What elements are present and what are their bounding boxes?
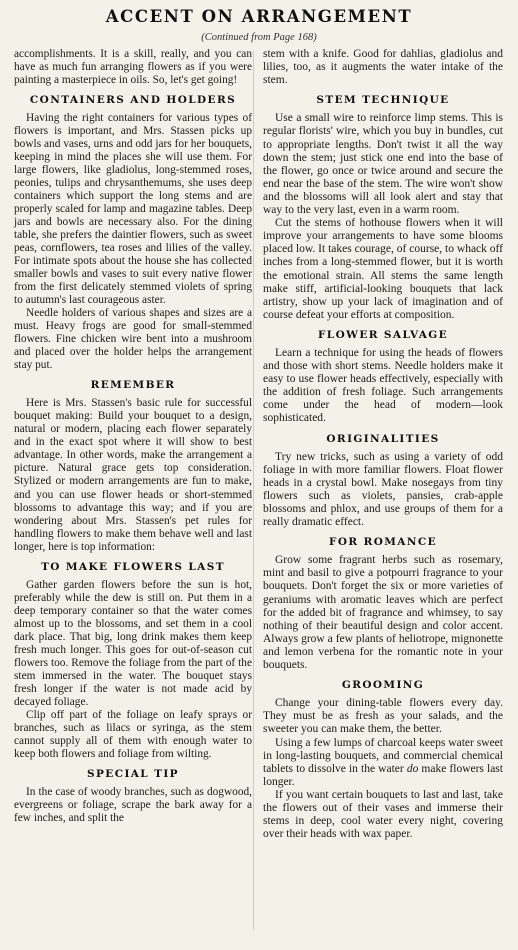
body-paragraph: In the case of woody branches, such as dogwood, evergreens or foliage, scrape the bark away for a few inches, and split the <box>14 785 252 824</box>
body-paragraph: Cut the stems of hothouse flowers when it will improve your arrangements to have some blooms placed low. It takes courage, of course, to whack off inches from a long-stemmed flower, but it is worth the emotional strain. All stems the same length make stiff, artificial-looking bouquets that lack artistry, show up your lack of imagination and of course defeat your efforts at composition. <box>263 217 503 321</box>
section-heading-remember: REMEMBER <box>90 379 176 392</box>
continued-note: (Continued from Page 168) <box>201 32 317 43</box>
right-column <box>263 48 503 950</box>
column-divider <box>253 50 254 930</box>
body-paragraph <box>263 737 503 789</box>
page-title: ACCENT ON ARRANGEMENT <box>105 7 413 26</box>
body-paragraph: If you want certain bouquets to last and last, take the flowers out of their vases and immerse their stems in deep, cool water every night, covering over their heads with wax paper. <box>263 788 503 841</box>
body-paragraph: Here is Mrs. Stassen's basic rule for successful bouquet making: Build your bouquet to a design, natural or modern, placing each flower separately and in the exact spot where it will show to best advantage. In other words, make the arrangement a picture. Natural grace gets top consideration. Stylized or modern arrangements are fun to make, and you can use flower heads or short-stemmed blossoms to advantage this way; and if you are wondering about Mrs. Stassen's pet rules for handling flowers to make them behave well and last longer, here is top information: <box>14 397 252 553</box>
body-paragraph: Needle holders of various shapes and sizes are a must. Heavy frogs are good for small-stemmed flowers. Fine chicken wire bent into a mushroom and placed over the holder helps the arrangement stay put. <box>14 307 252 372</box>
body-paragraph: Use a small wire to reinforce limp stems. This is regular florists' wire, which you buy in bundles, cut to appropriate lengths. Don't twist it all the way down the stem; just stick one end into the base of the flower, go once or twice around and secure the end near the base of the stem. The wire won't show and the blossoms will all look alert and stay that way to the very last, even in a warm room. <box>263 112 503 217</box>
emphasis-text: do <box>406 762 419 775</box>
body-paragraph: Having the right containers for various types of flowers is important, and Mrs. Stassen picks up bowls and vases, urns and odd jars for her bouquets, keeping in mind the places she will use them. For large flowers, like gladiolus, long-stemmed roses, peonies, tulips and chrysanthemums, she uses deep containers which support the long stems and are properly scaled for lamp and magazine tables. Deep jars and bowls are necessary also. For the dining table, she prefers the daintier flowers, such as sweet peas, cornflowers, tea roses and lilies of the valley. For intimate spots about the house she has collected smaller bowls and vases to suit every native flower from the first delicately stemmed violets of spring to autumn's last courageous aster. <box>14 112 252 307</box>
body-paragraph: Try new tricks, such as using a variety of odd foliage in with more familiar flowers. Float flower heads in a crystal bowl. Make nosegays from tiny flowers such as violets, pansies, crab-apple blossoms and phlox, and use groups of them for a really dramatic effect. <box>263 450 503 529</box>
section-heading-make-last: TO MAKE FLOWERS LAST <box>41 560 225 573</box>
intro-paragraph: stem with a knife. Good for dahlias, gladiolus and lilies, too, as it augments the water intake of the stem. <box>263 48 503 87</box>
intro-paragraph: accomplishments. It is a skill, really, and you can have as much fun arranging flowers as if you were painting a masterpiece in oils. So, let's get going! <box>14 48 252 87</box>
text-run: make flowers last longer. <box>263 762 503 788</box>
section-heading-special-tip: SPECIAL TIP <box>87 767 179 780</box>
left-column <box>14 48 252 950</box>
section-heading-originalities: ORIGINALITIES <box>326 432 440 445</box>
text-run: Using a few lumps of charcoal keeps water sweet in long-lasting bouquets, and commercial chemical tablets to dissolve in the water <box>263 736 503 775</box>
body-paragraph: Clip off part of the foliage on leafy sprays or branches, such as lilacs or syringa, as the stem cannot supply all of them with enough water to keep both flowers and foliage from wilting. <box>14 708 252 760</box>
section-heading-flower-salvage: FLOWER SALVAGE <box>317 328 449 341</box>
section-heading-containers: CONTAINERS AND HOLDERS <box>29 94 237 107</box>
body-paragraph: Learn a technique for using the heads of flowers and those with short stems. Needle holders make it easy to use flower heads effectively, especially with the addition of fresh foliage. Such arrangements come under the head of modern—look sophisticated. <box>263 346 503 425</box>
section-heading-stem-technique: STEM TECHNIQUE <box>316 94 450 107</box>
body-paragraph: Change your dining-table flowers every day. They must be as fresh as your salads, and the sweeter you can make them, the better. <box>263 697 503 736</box>
section-heading-grooming: GROOMING <box>341 679 425 692</box>
section-heading-romance: FOR ROMANCE <box>329 536 437 549</box>
body-paragraph: Gather garden flowers before the sun is hot, preferably while the dew is still on. Put them in a deep temporary container so that the water comes almost up to the blossoms, and set them in a cool dark place. That big, long drink makes them keep fresh much longer. This goes for out-of-season cut flowers too. Remove the foliage from the part of the stem immersed in the water. The bouquet stays fresh longer if the water is not made acid by decayed foliage. <box>14 578 252 708</box>
body-paragraph: Grow some fragrant herbs such as rosemary, mint and basil to give a potpourri fragrance to your bouquets. Don't forget the six or more varieties of geraniums with aromatic leaves which are perfect for the added bit of fragrance and whimsey, to say nothing of their beautiful design and color accent. Always grow a few plants of heliotrope, mignonette and lemon verbena for the romantic note in your bouquets. <box>263 554 503 672</box>
